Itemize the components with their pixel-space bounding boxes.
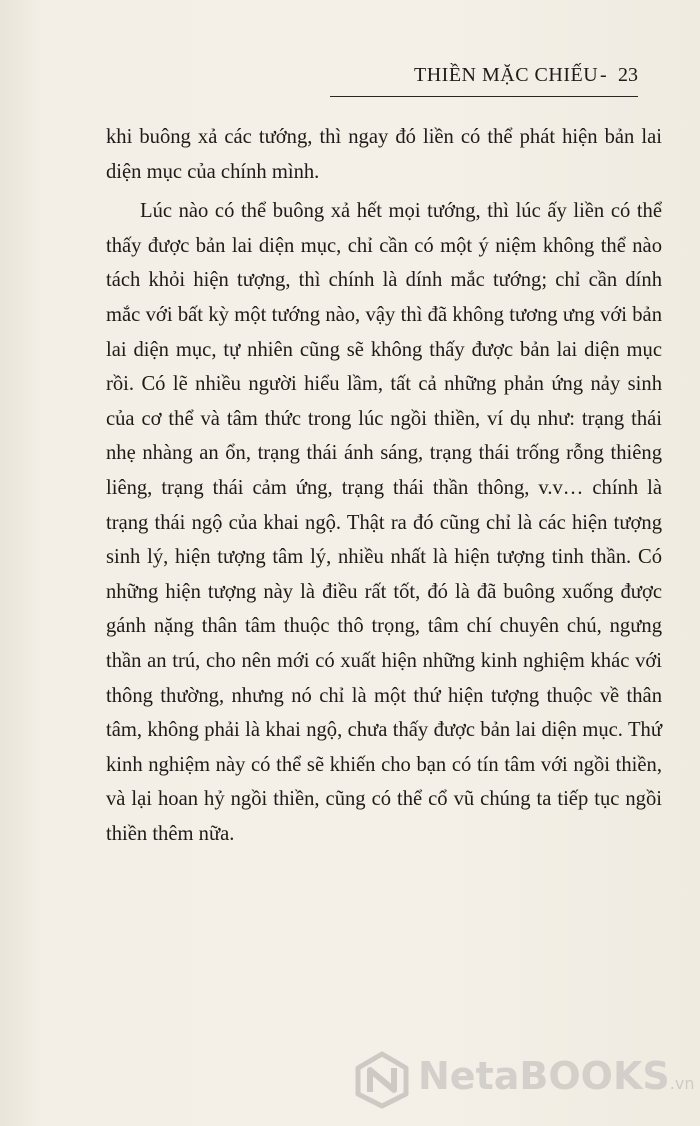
running-header [330, 62, 638, 97]
watermark [352, 1050, 695, 1114]
watermark-text [418, 1054, 694, 1098]
watermark-suffix: .vn [669, 1074, 695, 1093]
paragraph-continued: khi buông xả các tướng, thì ngay đó liền có thể phát hiện bản lai diện mục của chính mình. [106, 126, 662, 183]
watermark-brand: NetaBOOKS [418, 1054, 670, 1098]
paragraph: Lúc nào có thể buông xả hết mọi tướng, thì lúc ấy liền có thể thấy được bản lai diện mục, chỉ cần có một ý niệm không thể nào tách khỏi hiện tượng, thì chính là dính mắc tướng; chỉ cần dính mắc với bất kỳ một tướng nào, vậy thì đã không tương ưng với bản lai diện mục, tự nhiên cũng sẽ không thấy được bản lai diện mục rồi. Có lẽ nhiều người hiểu lầm, tất cả những phản ứng nảy sinh của cơ thể và tâm thức trong lúc ngồi thiền, ví dụ như: trạng thái nhẹ nhàng an ổn, trạng thái ánh sáng, trạng thái trống rỗng thiêng liêng, trạng thái cảm ứng, trạng thái thần thông, v.v… chính là trạng thái ngộ của khai ngộ. Thật ra đó cũng chỉ là các hiện tượng sinh lý, hiện tượng tâm lý, nhiều nhất là hiện tượng tinh thần. Có những hiện tượng này là điều rất tốt, đó là đã buông xuống được gánh nặng thân tâm thuộc thô trọng, tâm chí chuyên chú, ngưng thần an trú, cho nên mới có xuất hiện những kinh nghiệm khác với thông thường, nhưng nó chỉ là một thứ hiện tượng thuộc về thân tâm, không phải là khai ngộ, chưa thấy được bản lai diện mục. Thứ kinh nghiệm này có thể sẽ khiến cho bạn có tín tâm với ngồi thiền, và lại hoan hỷ ngồi thiền, cũng có thể cổ vũ chúng ta tiếp tục ngồi thiền thêm nữa. [106, 200, 662, 845]
header-separator: - [600, 64, 607, 86]
chapter-title: THIỀN MẶC CHIẾU [414, 64, 599, 86]
body-text [106, 120, 662, 851]
page-number: 23 [618, 64, 638, 86]
netabooks-logo-icon [352, 1050, 412, 1110]
